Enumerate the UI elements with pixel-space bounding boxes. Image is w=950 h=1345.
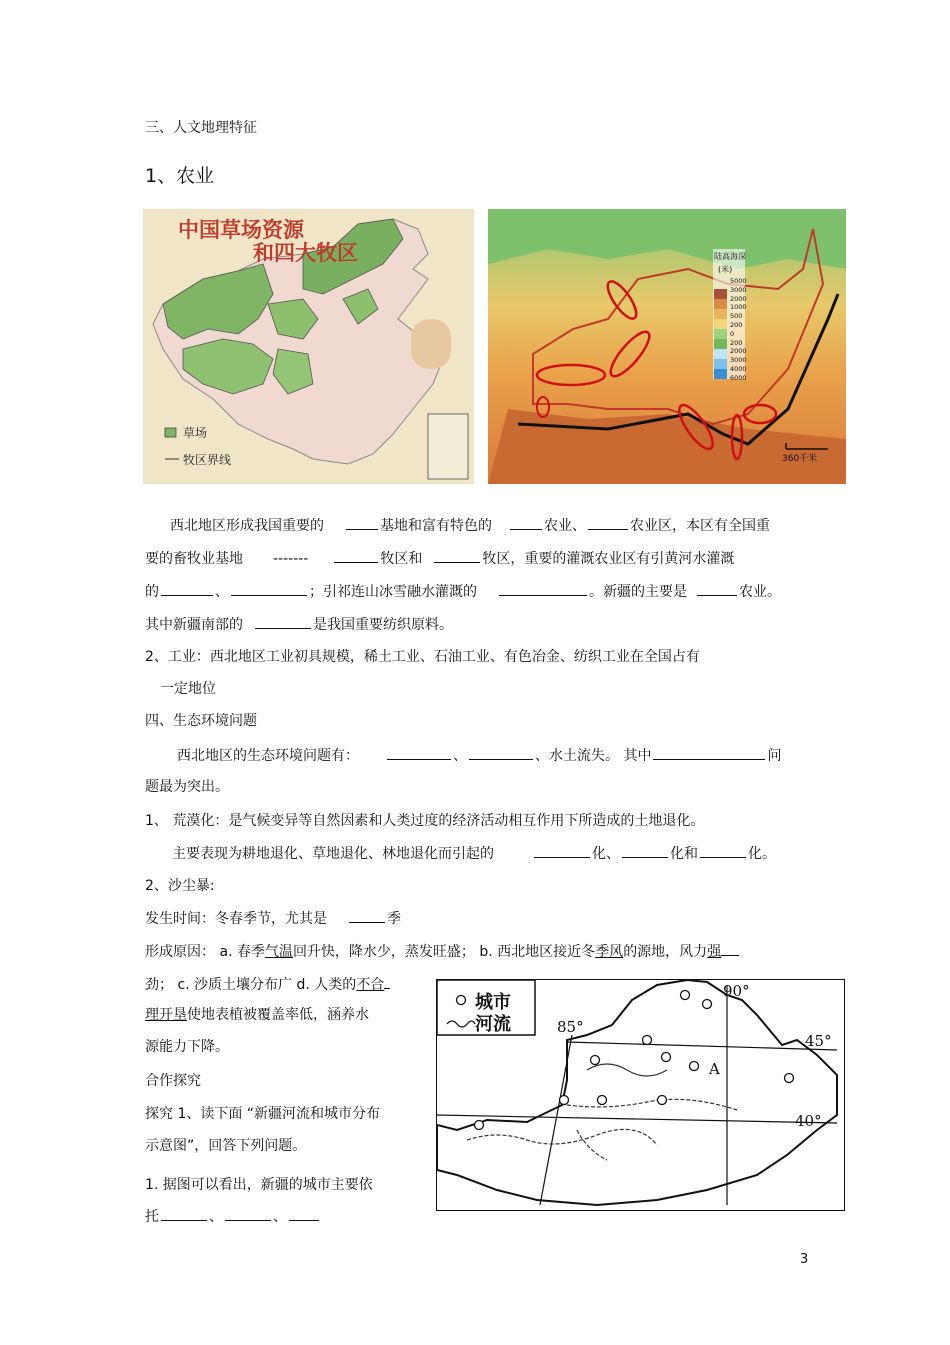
sandstorm-cause-line1: 形成原因： a. 春季气温回升快，降水少，蒸发旺盛； b. 西北地区接近冬季风的源地，风力强 [145, 941, 739, 962]
map3-lon-90: 90° [723, 982, 750, 1000]
northwest-relief-map [488, 209, 846, 484]
industry-line1: 2、工业：西北地区工业初具规模，稀土工业、石油工业、有色冶金、纺织工业在全国占有 [145, 649, 700, 665]
map3-lon-85: 85° [557, 1018, 584, 1036]
page-number: 3 [800, 1252, 809, 1267]
agri-para-line4: 其中新疆南部的 是我国重要纺织原料。 [145, 614, 453, 635]
explore-line2: 示意图”，回答下列问题。 [145, 1138, 307, 1154]
explore-line1: 探究 1、读下面 “新疆河流和城市分布 [145, 1106, 381, 1122]
agri-para-line3: 的 、 ；引祁连山冰雪融水灌溉的 。新疆的主要是 农业。 [145, 581, 781, 602]
eco-line1: 西北地区的生态环境问题有： 、 、水土流失。 其中 问 [177, 745, 781, 766]
desert-line2: 主要表现为耕地退化、草地退化、林地退化而引起的 化、 化和 化。 [172, 843, 776, 864]
china-grassland-map [143, 209, 474, 484]
agriculture-heading: 1、农业 [145, 165, 215, 187]
relief-legend-values: 5000 3000 2000 1000 500 200 0 200 2000 3000 4000 6000 [730, 277, 747, 382]
section-title-4: 四、生态环境问题 [145, 713, 257, 729]
map3-lat-45: 45° [805, 1032, 832, 1050]
map1-title-line1: 中国草场资源 [178, 217, 304, 242]
map1-legend-grass: 草场 [183, 426, 208, 440]
cartoon-figure-icon [411, 319, 451, 369]
question1-line1: 1. 据图可以看出，新疆的城市主要依 [145, 1177, 373, 1193]
map3-lat-40: 40° [795, 1112, 822, 1130]
map3-legend-river: 河流 [475, 1014, 511, 1035]
sandstorm-cause-line4: 源能力下降。 [145, 1039, 229, 1055]
sandstorm-time: 发生时间：冬春季节，尤其是 季 [145, 908, 401, 929]
sandstorm-cause-line3: 理开垦使地表植被覆盖率低，涵养水 [145, 1007, 369, 1023]
question1-line2: 托 、 、 [145, 1206, 321, 1227]
relief-scale-label: 360千米 [782, 454, 818, 464]
map3-point-a: A [709, 1060, 720, 1078]
sandstorm-cause-line2: 劲； c. 沙质土壤分布广 d. 人类的不合 [145, 974, 390, 995]
desert-line1: 1、 荒漠化：是气候变异等自然因素和人类过度的经济活动相互作用下所造成的土地退化。 [145, 813, 705, 829]
map1-legend-boundary: 牧区界线 [183, 453, 232, 467]
xinjiang-rivers-cities-map [436, 979, 845, 1211]
map3-legend-city: 城市 [475, 992, 511, 1013]
sandstorm-title: 2、沙尘暴: [145, 878, 215, 894]
map1-title-line2: 和四大牧区 [253, 240, 358, 265]
section-title-3: 三、人文地理特征 [145, 120, 257, 136]
coop-title: 合作探究 [145, 1073, 201, 1089]
industry-line2: 一定地位 [160, 681, 216, 697]
agri-para-line1: 西北地区形成我国重要的 基地和富有特色的 农业、 农业区，本区有全国重 [170, 515, 770, 536]
relief-legend-title: 陆高海深 [714, 252, 746, 261]
relief-map-graphic [488, 209, 846, 484]
relief-legend-unit: (米) [718, 265, 733, 274]
eco-line2: 题最为突出。 [145, 779, 229, 795]
agri-para-line2: 要的畜牧业基地 ------- 牧区和 牧区，重要的灌溉农业区有引黄河水灌溉 [145, 548, 734, 569]
